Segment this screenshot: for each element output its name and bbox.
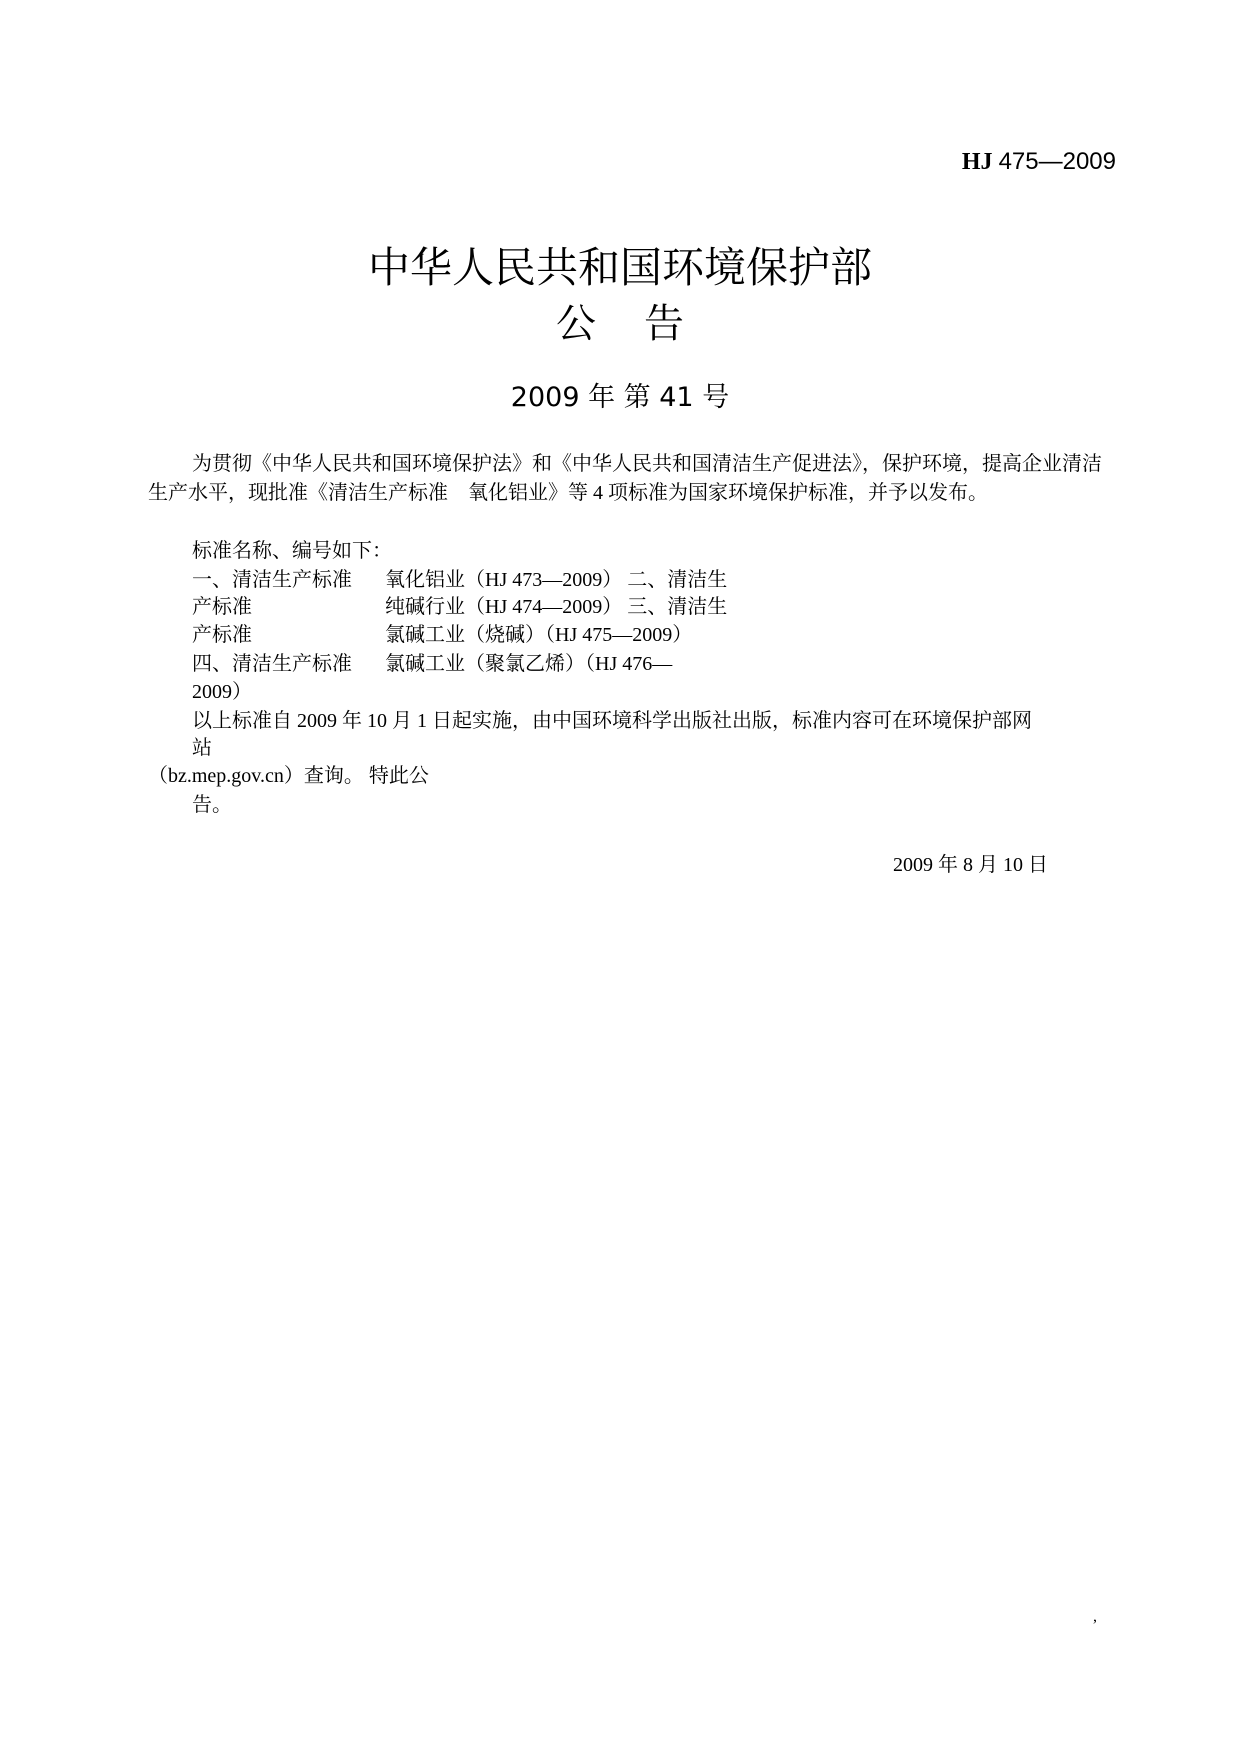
list-item-left: 一、清洁生产标准 [192,569,352,591]
intro-paragraph: 为贯彻《中华人民共和国环境保护法》和《中华人民共和国清洁生产促进法》，保护环境，提高企业清洁生产水平，现批准《清洁生产标准 氧化铝业》等 4 项标准为国家环境保护标准，并予以发布。 [148,453,1102,504]
list-item-left: 2009） [192,681,252,703]
implementation-text: 告。 [192,794,232,816]
list-item-right: 氧化铝业（HJ 473—2009） 二、清洁生 [385,569,728,591]
standard-code [962,148,1116,176]
list-item-left: 四、清洁生产标准 [192,653,352,675]
list-item-left: 产标准 [192,596,252,618]
list-item-left: 产标准 [192,624,252,646]
list-item-right: 纯碱行业（HJ 474—2009） 三、清洁生 [385,596,728,618]
implementation-text: 站 [192,737,212,759]
standards-intro: 标准名称、编号如下： [192,540,392,562]
notice-date: 2009 年 8 月 10 日 [893,854,1048,876]
list-item-right: 氯碱工业（聚氯乙烯）（HJ 476— [385,653,673,675]
issue-number: 2009 年 第 41 号 [510,382,730,413]
notice-title: 公告 [556,301,732,347]
standard-code-prefix: HJ [961,149,993,175]
implementation-text: 以上标准自 2009 年 10 月 1 日起实施，由中国环境科学出版社出版，标准内容可在环境保护部网 [192,710,1032,732]
standard-code-number: 475—2009 [998,148,1116,175]
ministry-title: 中华人民共和国环境保护部 [367,243,872,292]
list-item-right: 氯碱工业（烧碱）（HJ 475—2009） [385,624,693,646]
page-mark: , [1093,1608,1097,1625]
implementation-text: （bz.mep.gov.cn）查询。 特此公 [148,765,429,787]
